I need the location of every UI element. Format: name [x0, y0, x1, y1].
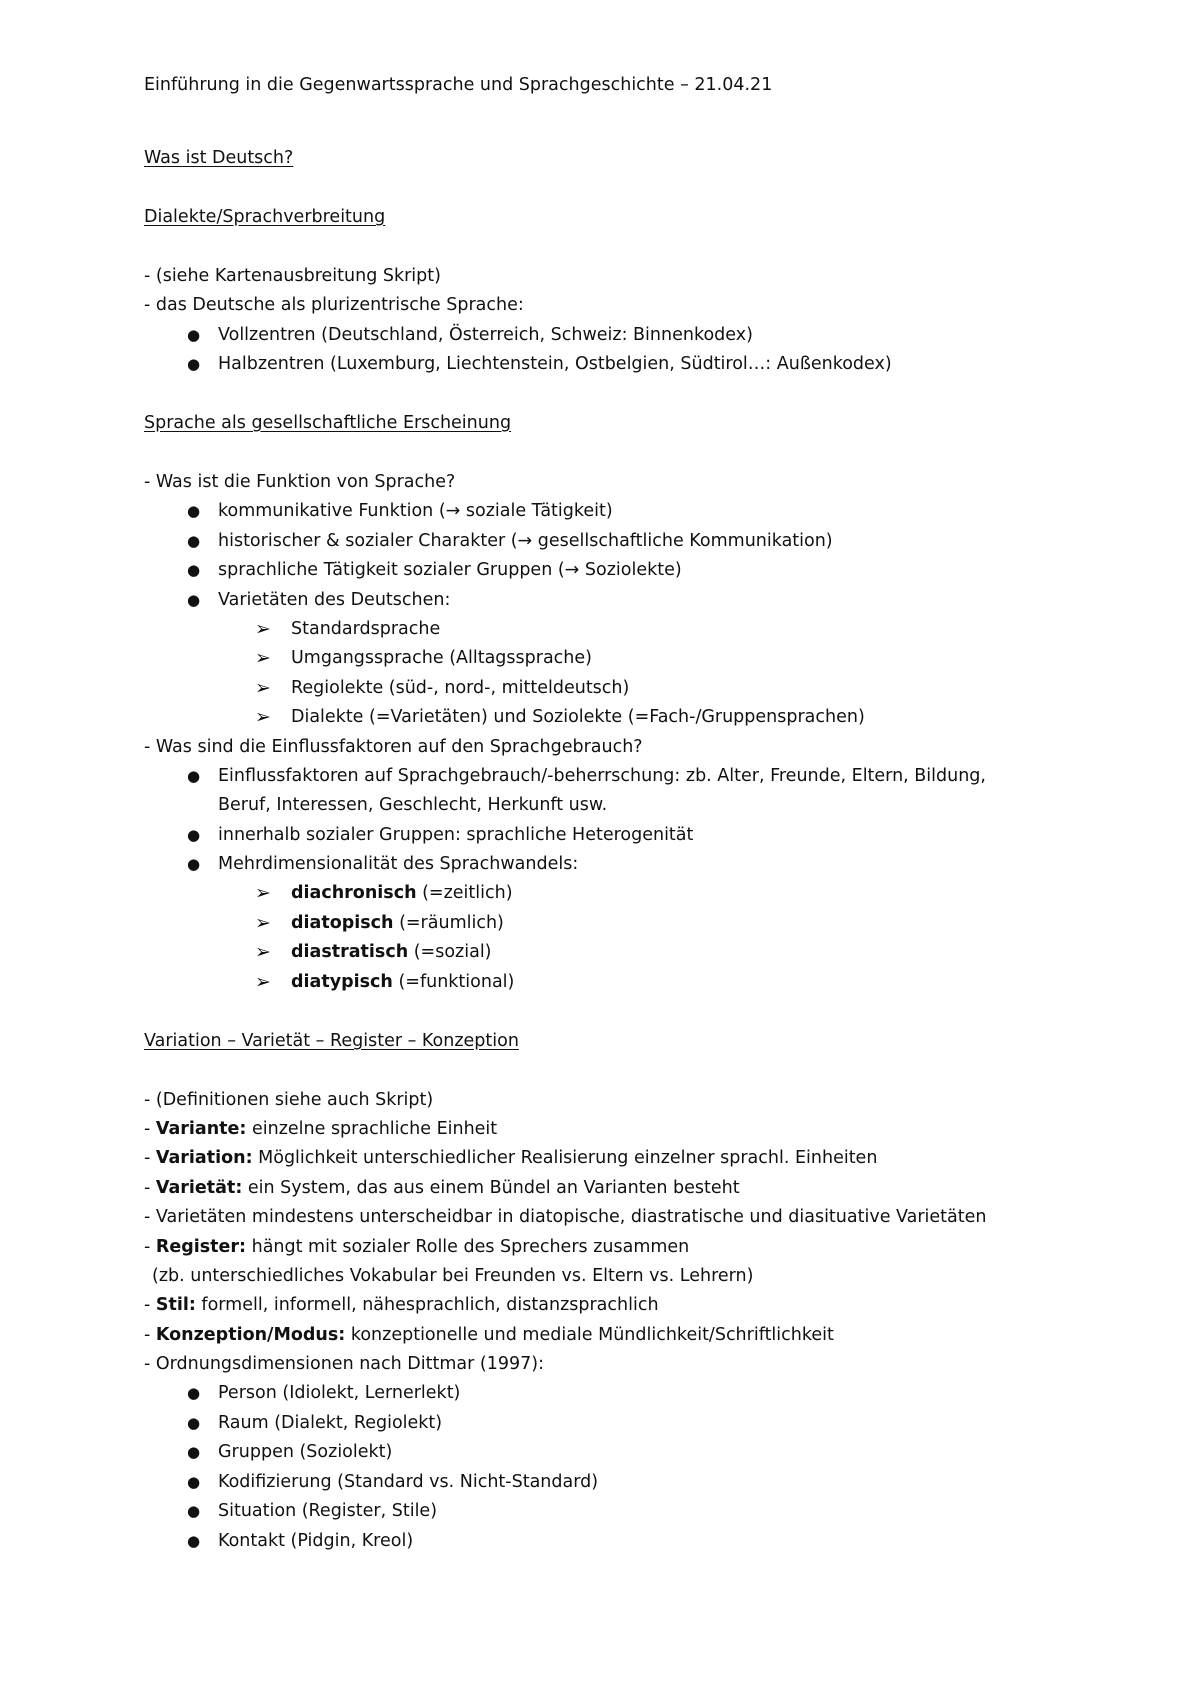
heading-dialekte: Dialekte/Sprachverbreitung	[144, 207, 386, 227]
text-line: - das Deutsche als plurizentrische Sprache:	[144, 295, 524, 315]
text-line: - Varietäten mindestens unterscheidbar in diatopische, diastratische und diasituative Varietäten	[144, 1207, 987, 1227]
term-desc: formell, informell, nähesprachlich, distanzsprachlich	[195, 1295, 659, 1315]
dash: -	[144, 1237, 156, 1257]
bullet-icon: ●	[187, 1414, 201, 1432]
arrow-bullet-icon: ➢	[255, 647, 271, 669]
page-title: Einführung in die Gegenwartssprache und Sprachgeschichte – 21.04.21	[144, 75, 773, 95]
definition-line	[144, 1232, 689, 1262]
heading-variation: Variation – Varietät – Register – Konzeption	[144, 1031, 519, 1051]
text-line: - (Definitionen siehe auch Skript)	[144, 1090, 434, 1110]
bullet-icon: ●	[187, 1384, 201, 1402]
heading-gesellschaft: Sprache als gesellschaftliche Erscheinung	[144, 413, 512, 433]
bullet-icon: ●	[187, 826, 201, 844]
bullet-icon: ●	[187, 561, 201, 579]
term-desc: einzelne sprachliche Einheit	[246, 1119, 498, 1139]
sub-list-item	[291, 937, 492, 967]
list-item: Kodifizierung (Standard vs. Nicht-Standard)	[218, 1472, 599, 1492]
term-desc: konzeptionelle und mediale Mündlichkeit/Schriftlichkeit	[345, 1325, 834, 1345]
term: diachronisch	[291, 883, 417, 903]
bullet-icon: ●	[187, 355, 201, 373]
term: diatypisch	[291, 972, 393, 992]
term-desc: Möglichkeit unterschiedlicher Realisierung einzelner sprachl. Einheiten	[252, 1148, 878, 1168]
term-desc: (=sozial)	[408, 942, 492, 962]
bullet-icon: ●	[187, 767, 201, 785]
definition-line	[144, 1320, 834, 1350]
dash: -	[144, 1119, 156, 1139]
term: Varietät:	[155, 1178, 243, 1198]
dash: -	[144, 1325, 156, 1345]
dash: -	[144, 1148, 156, 1168]
list-item: historischer & sozialer Charakter (→ gesellschaftliche Kommunikation)	[218, 531, 833, 551]
term-desc: hängt mit sozialer Rolle des Sprechers zusammen	[246, 1237, 690, 1257]
heading-was-ist-deutsch: Was ist Deutsch?	[144, 148, 294, 168]
sub-list-item	[291, 908, 504, 938]
definition-line	[144, 1290, 659, 1320]
list-item: sprachliche Tätigkeit sozialer Gruppen (→ Soziolekte)	[218, 560, 682, 580]
list-item: Halbzentren (Luxemburg, Liechtenstein, Ostbelgien, Südtirol…: Außenkodex)	[218, 354, 892, 374]
list-item: Mehrdimensionalität des Sprachwandels:	[218, 854, 579, 874]
list-item: Gruppen (Soziolekt)	[218, 1442, 393, 1462]
text-line: - Ordnungsdimensionen nach Dittmar (1997):	[144, 1354, 544, 1374]
question-line: - Was ist die Funktion von Sprache?	[144, 472, 456, 492]
bullet-icon: ●	[187, 1502, 201, 1520]
term-desc: ein System, das aus einem Bündel an Varianten besteht	[242, 1178, 740, 1198]
question-line: - Was sind die Einflussfaktoren auf den Sprachgebrauch?	[144, 737, 643, 757]
list-item: Situation (Register, Stile)	[218, 1501, 438, 1521]
list-item: Varietäten des Deutschen:	[218, 590, 451, 610]
bullet-icon: ●	[187, 1473, 201, 1491]
list-item: innerhalb sozialer Gruppen: sprachliche Heterogenität	[218, 825, 694, 845]
sub-list-item: Dialekte (=Varietäten) und Soziolekte (=Fach-/Gruppensprachen)	[291, 707, 865, 727]
arrow-bullet-icon: ➢	[255, 912, 271, 934]
dash: -	[144, 1295, 156, 1315]
dash: -	[144, 1178, 156, 1198]
list-item: kommunikative Funktion (→ soziale Tätigkeit)	[218, 501, 613, 521]
text-line: - (siehe Kartenausbreitung Skript)	[144, 266, 441, 286]
term: Konzeption/Modus:	[155, 1325, 346, 1345]
arrow-bullet-icon: ➢	[255, 706, 271, 728]
list-item: Vollzentren (Deutschland, Österreich, Schweiz: Binnenkodex)	[218, 325, 753, 345]
list-item: Raum (Dialekt, Regiolekt)	[218, 1413, 443, 1433]
bullet-icon: ●	[187, 1532, 201, 1550]
arrow-bullet-icon: ➢	[255, 882, 271, 904]
bullet-icon: ●	[187, 1443, 201, 1461]
bullet-icon: ●	[187, 591, 201, 609]
arrow-bullet-icon: ➢	[255, 941, 271, 963]
note-line: (zb. unterschiedliches Vokabular bei Freunden vs. Eltern vs. Lehrern)	[152, 1266, 754, 1286]
sub-list-item	[291, 967, 514, 997]
term-desc: (=zeitlich)	[416, 883, 513, 903]
arrow-bullet-icon: ➢	[255, 971, 271, 993]
bullet-icon: ●	[187, 532, 201, 550]
term: Variation:	[155, 1148, 253, 1168]
term: diatopisch	[291, 913, 394, 933]
definition-line	[144, 1173, 740, 1203]
definition-line	[144, 1143, 877, 1173]
list-item: Person (Idiolekt, Lernerlekt)	[218, 1383, 461, 1403]
term: Variante:	[155, 1119, 247, 1139]
bullet-icon: ●	[187, 326, 201, 344]
term-desc: (=räumlich)	[393, 913, 504, 933]
definition-line	[144, 1114, 497, 1144]
term: Register:	[155, 1237, 247, 1257]
list-item-continuation: Beruf, Interessen, Geschlecht, Herkunft usw.	[218, 795, 608, 815]
bullet-icon: ●	[187, 855, 201, 873]
sub-list-item: Standardsprache	[291, 619, 441, 639]
list-item: Einflussfaktoren auf Sprachgebrauch/-beherrschung: zb. Alter, Freunde, Eltern, Bildung,	[218, 766, 986, 786]
list-item: Kontakt (Pidgin, Kreol)	[218, 1531, 414, 1551]
bullet-icon: ●	[187, 502, 201, 520]
arrow-bullet-icon: ➢	[255, 618, 271, 640]
term: Stil:	[155, 1295, 196, 1315]
term: diastratisch	[291, 942, 409, 962]
term-desc: (=funktional)	[392, 972, 515, 992]
sub-list-item: Regiolekte (süd-, nord-, mitteldeutsch)	[291, 678, 630, 698]
sub-list-item: Umgangssprache (Alltagssprache)	[291, 648, 592, 668]
arrow-bullet-icon: ➢	[255, 677, 271, 699]
sub-list-item	[291, 878, 513, 908]
